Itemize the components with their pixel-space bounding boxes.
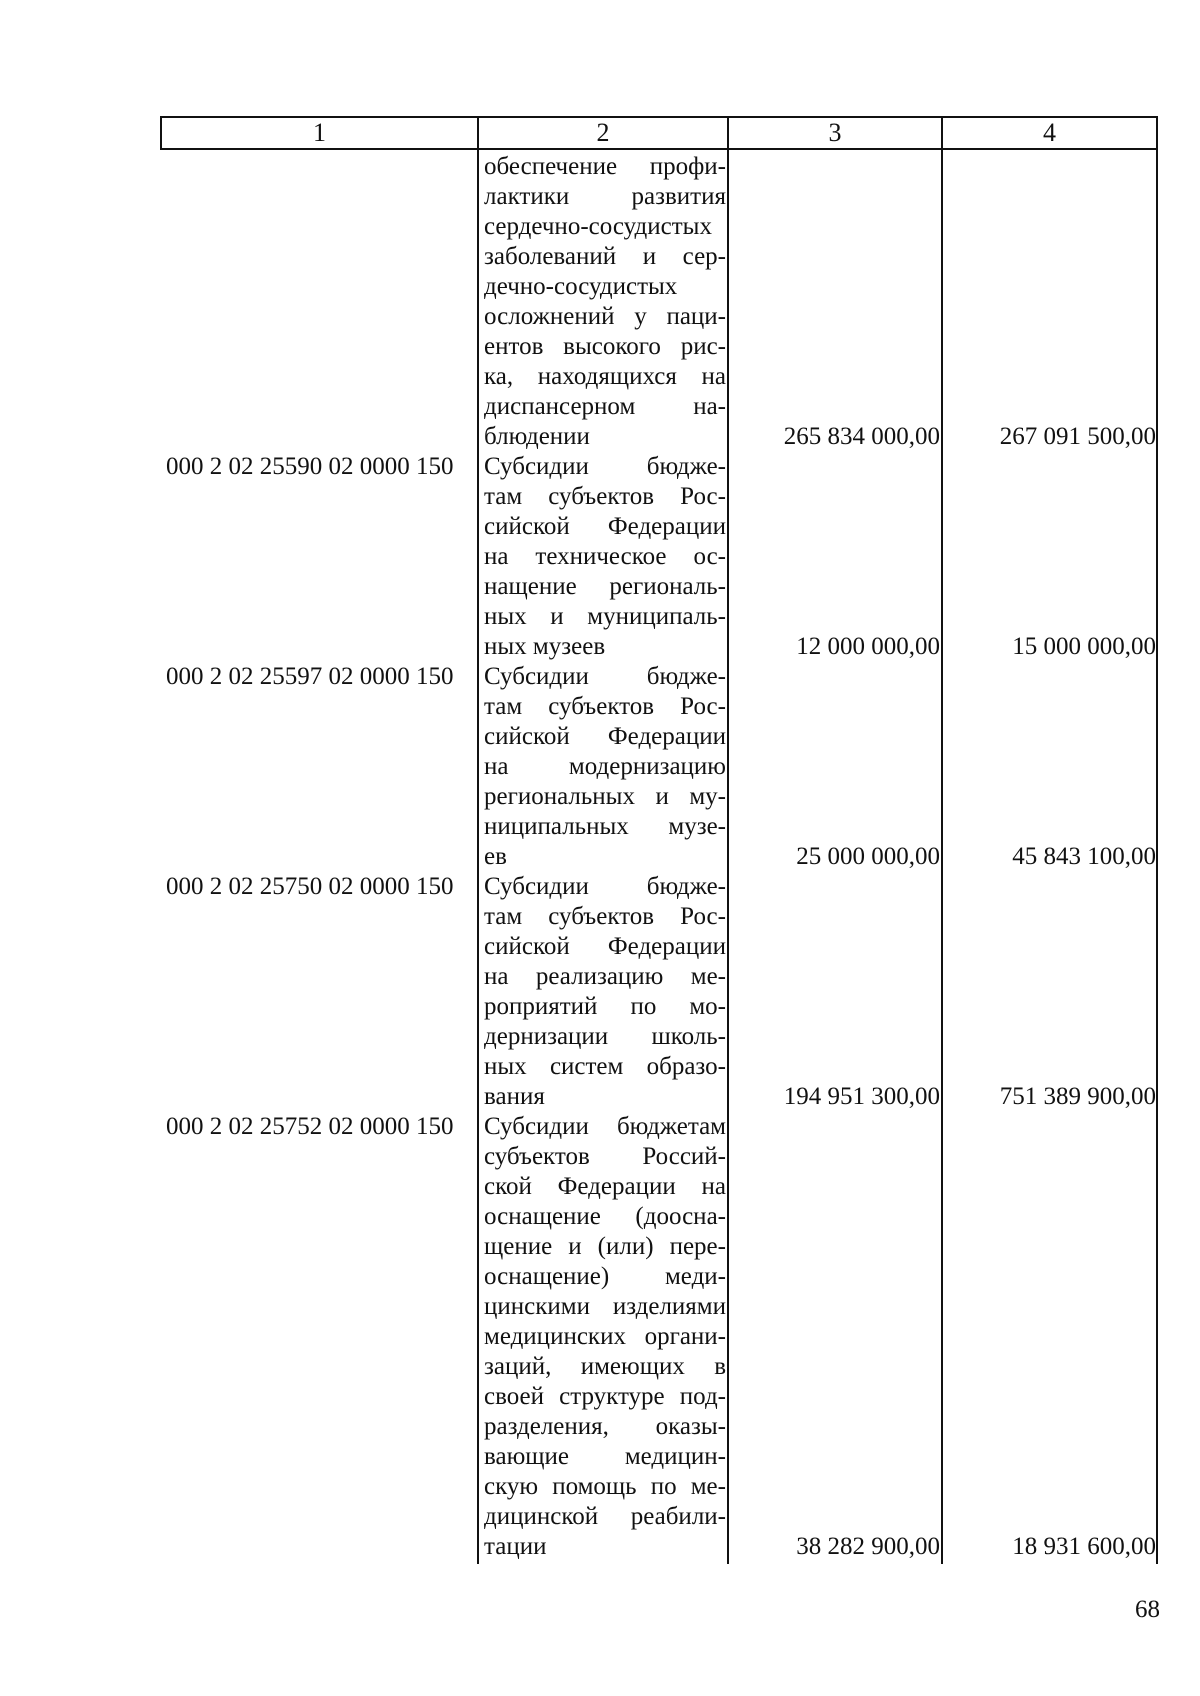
header-col-1: 1 <box>313 118 326 147</box>
col-divider-2 <box>727 116 729 1564</box>
description-line: цинскими изделиями <box>484 1293 726 1320</box>
col-divider-3 <box>941 116 943 1564</box>
row-1-col3-amount: 12 000 000,00 <box>796 633 940 660</box>
description-line: заболеваний и сер- <box>484 243 726 270</box>
row-0-col4-amount: 267 091 500,00 <box>999 423 1156 450</box>
description-line: региональных и му- <box>484 783 726 810</box>
description-line: скую помощь по ме- <box>484 1473 726 1500</box>
row-4-code: 000 2 02 25752 02 0000 150 <box>166 1113 454 1140</box>
description-line: Субсидии бюдже- <box>484 663 726 690</box>
description-line: ных и муниципаль- <box>484 603 726 630</box>
description-line: ка, находящихся на <box>484 363 726 390</box>
description-line: на модернизацию <box>484 753 726 780</box>
description-line: медицинских органи- <box>484 1323 726 1350</box>
description-line: своей структуре под- <box>484 1383 726 1410</box>
row-2-col3-amount: 25 000 000,00 <box>796 843 940 870</box>
description-line: субъектов Россий- <box>484 1143 726 1170</box>
description-line: обеспечение профи- <box>484 153 726 180</box>
description-line: там субъектов Рос- <box>484 693 726 720</box>
description-line: ных систем образо- <box>484 1053 726 1080</box>
description-line: Субсидии бюдже- <box>484 453 726 480</box>
row-0-col3-amount: 265 834 000,00 <box>783 423 940 450</box>
description-line: оснащение (доосна- <box>484 1203 726 1230</box>
page-number: 68 <box>1135 1596 1160 1623</box>
row-3-col4-amount: 751 389 900,00 <box>999 1083 1156 1110</box>
row-4-col3-amount: 38 282 900,00 <box>796 1533 940 1560</box>
row-1-col4-amount: 15 000 000,00 <box>1012 633 1156 660</box>
description-line: дечно-сосудистых <box>484 273 678 300</box>
row-4-col4-amount: 18 931 600,00 <box>1012 1533 1156 1560</box>
row-2-col4-amount: 45 843 100,00 <box>1012 843 1156 870</box>
header-bottom-border <box>160 148 1158 150</box>
description-line: осложнений у паци- <box>484 303 726 330</box>
description-line: ентов высокого рис- <box>484 333 726 360</box>
row-2-description <box>484 662 726 872</box>
description-line: вания <box>484 1083 545 1110</box>
header-col-2: 2 <box>596 118 610 147</box>
description-line: Субсидии бюджетам <box>484 1113 726 1140</box>
description-line: сийской Федерации <box>484 513 726 540</box>
description-line: Субсидии бюдже- <box>484 873 726 900</box>
description-line: блюдении <box>484 423 590 450</box>
row-1-description <box>484 452 726 662</box>
header-col-3: 3 <box>828 118 842 147</box>
description-line: лактики развития <box>484 183 726 210</box>
description-line: там субъектов Рос- <box>484 483 726 510</box>
description-line: разделения, оказы- <box>484 1413 726 1440</box>
description-line: сийской Федерации <box>484 933 726 960</box>
description-line: оснащение) меди- <box>484 1263 726 1290</box>
row-4-description <box>484 1112 726 1562</box>
description-line: тации <box>484 1533 547 1560</box>
row-3-description <box>484 872 726 1112</box>
description-line: на техническое ос- <box>484 543 726 570</box>
description-line: ской Федерации на <box>484 1173 726 1200</box>
row-3-col3-amount: 194 951 300,00 <box>783 1083 940 1110</box>
row-1-code: 000 2 02 25590 02 0000 150 <box>166 453 454 480</box>
description-line: ев <box>484 843 507 870</box>
description-line: сердечно-сосудистых <box>484 213 712 240</box>
col-divider-1 <box>477 116 479 1564</box>
header-col-4: 4 <box>1043 118 1056 147</box>
description-line: диспансерном на- <box>484 393 726 420</box>
row-2-code: 000 2 02 25597 02 0000 150 <box>166 663 454 690</box>
table-right-border <box>1156 116 1158 1564</box>
description-line: щение и (или) пере- <box>484 1233 726 1260</box>
description-line: ных музеев <box>484 633 606 660</box>
description-line: там субъектов Рос- <box>484 903 726 930</box>
table-left-border-lower <box>160 148 162 1564</box>
description-line: дицинской реабили- <box>484 1503 726 1530</box>
description-line: сийской Федерации <box>484 723 726 750</box>
description-line: заций, имеющих в <box>484 1353 726 1380</box>
row-3-code: 000 2 02 25750 02 0000 150 <box>166 873 454 900</box>
description-line: вающие медицин- <box>484 1443 726 1470</box>
row-0-description <box>484 152 726 452</box>
description-line: дернизации школь- <box>484 1023 726 1050</box>
description-line: роприятий по мо- <box>484 993 726 1020</box>
description-line: на реализацию ме- <box>484 963 726 990</box>
description-line: нащение региональ- <box>484 573 726 600</box>
description-line: ниципальных музе- <box>484 813 726 840</box>
